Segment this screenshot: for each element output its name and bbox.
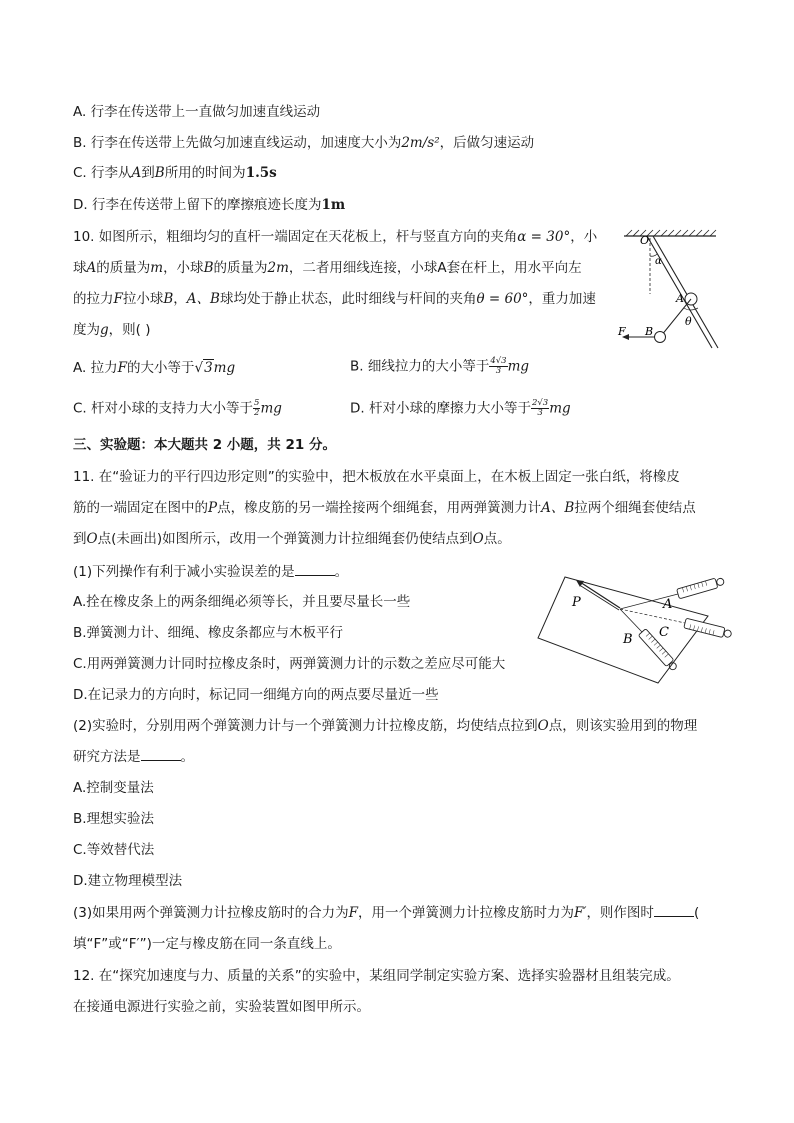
- q11-part2-line2: 研究方法是 。: [73, 749, 194, 765]
- q11-part2-line1: (2)实验时，分别用两个弹簧测力计与一个弹簧测力计拉橡皮筋，均使结点拉到O点，则该实验用到的物理: [73, 718, 698, 734]
- q9-option-a: A. 行李在传送带上一直做匀加速直线运动: [73, 104, 321, 120]
- q12-stem-line2: 在接通电源进行实验之前，实验装置如图甲所示。: [73, 999, 370, 1015]
- q10-fig-label-o: O: [640, 234, 650, 247]
- q10-fig-label-alpha: α: [655, 256, 662, 267]
- q9-option-b-accel: 2m/s²: [401, 135, 440, 151]
- section-3-title: 三、实验题：本大题共 2 小题，共 21 分。: [73, 437, 336, 453]
- q11-part2-option-b: B.理想实验法: [73, 811, 155, 827]
- q11-fig-label-c: C: [659, 625, 669, 640]
- q11-part1-option-c: C.用两弹簧测力计同时拉橡皮条时，两弹簧测力计的示数之差应尽可能大: [73, 656, 506, 672]
- q10-option-b: B. 细线拉力的大小等于 $\frac{4√3}{3}$ mg: [350, 356, 530, 376]
- q11-part2-option-d: D.建立物理模型法: [73, 873, 183, 889]
- q11-part2-option-c: C.等效替代法: [73, 842, 155, 858]
- q11-part1-option-d: D.在记录力的方向时，标记同一细绳方向的两点要尽量近一些: [73, 687, 439, 703]
- q11-part1-option-a: A.拴在橡皮条上的两条细绳必须等长，并且要尽量长一些: [73, 594, 411, 610]
- q9-option-c: C. 行李从A到B所用的时间为1.5s: [73, 165, 277, 181]
- q11-part3-line2: 填“F”或“F′”)一定与橡皮筋在同一条直线上。: [73, 936, 341, 952]
- q9-option-b: B. 行李在传送带上先做匀加速直线运动，加速度大小为2m/s²，后做匀速运动: [73, 135, 535, 151]
- q10-fig-label-b: B: [645, 325, 654, 338]
- q10-stem-line3: 的拉力F拉小球B，A、B球均处于静止状态，此时细线与杆间的夹角θ = 60°，重力加速: [73, 291, 596, 307]
- q10-rod-figure: [612, 228, 722, 350]
- q9-option-d: D. 行李在传送带上留下的摩擦痕迹长度为1m: [73, 197, 346, 213]
- q10-fig-label-theta: θ: [685, 315, 692, 328]
- q12-stem-line1: 12. 在“探究加速度与力、质量的关系”的实验中，某组同学制定实验方案、选择实验器材且组装完成。: [73, 968, 680, 984]
- q11-fig-label-b: B: [623, 632, 633, 647]
- q10-fig-label-a: A: [676, 292, 684, 305]
- q11-stem-line2: 筋的一端固定在图中的P点，橡皮筋的另一端拴接两个细绳套，用两弹簧测力计A、B拉两个细绳套使结点: [73, 500, 696, 516]
- q11-stem-line3: 到O点(未画出)如图所示，改用一个弹簧测力计拉细绳套仍使结点到O点。: [73, 531, 511, 547]
- q10-option-d: D. 杆对小球的摩擦力大小等于 $\frac{2√3}{3}$ mg: [350, 398, 571, 418]
- q11-part1-option-b: B.弹簧测力计、细绳、橡皮条都应与木板平行: [73, 625, 344, 641]
- q10-option-a: A. 拉力F的大小等于√3mg: [73, 360, 236, 376]
- q11-fig-label-p: P: [572, 595, 581, 610]
- q11-board-figure: [530, 570, 740, 688]
- q11-part1-blank[interactable]: [295, 563, 335, 576]
- q11-part1-question: (1)下列操作有利于减小实验误差的是 。: [73, 564, 349, 580]
- q11-part3-line1: (3)如果用两个弹簧测力计拉橡皮筋时的合力为F，用一个弹簧测力计拉橡皮筋时力为F′，则作图时 (: [73, 905, 700, 921]
- q11-part3-blank[interactable]: [654, 904, 694, 917]
- q11-stem-line1: 11. 在“验证力的平行四边形定则”的实验中，把木板放在水平桌面上，在木板上固定一张白纸，将橡皮: [73, 469, 680, 485]
- q11-part2-option-a: A.控制变量法: [73, 780, 154, 796]
- q11-part2-blank[interactable]: [141, 748, 181, 761]
- q11-fig-label-a: A: [663, 597, 673, 612]
- q10-option-c: C. 杆对小球的支持力大小等于 $\frac{5}{2}$ mg: [73, 398, 282, 418]
- q10-stem-line4: 度为g，则( ): [73, 322, 151, 338]
- q10-stem-line2: 球A的质量为m，小球B的质量为2m，二者用细线连接，小球A套在杆上，用水平向左: [73, 260, 582, 276]
- q10-fig-label-f: F: [618, 325, 626, 338]
- q10-stem-line1: 10. 如图所示，粗细均匀的直杆一端固定在天花板上，杆与竖直方向的夹角α = 30°，小: [73, 229, 598, 245]
